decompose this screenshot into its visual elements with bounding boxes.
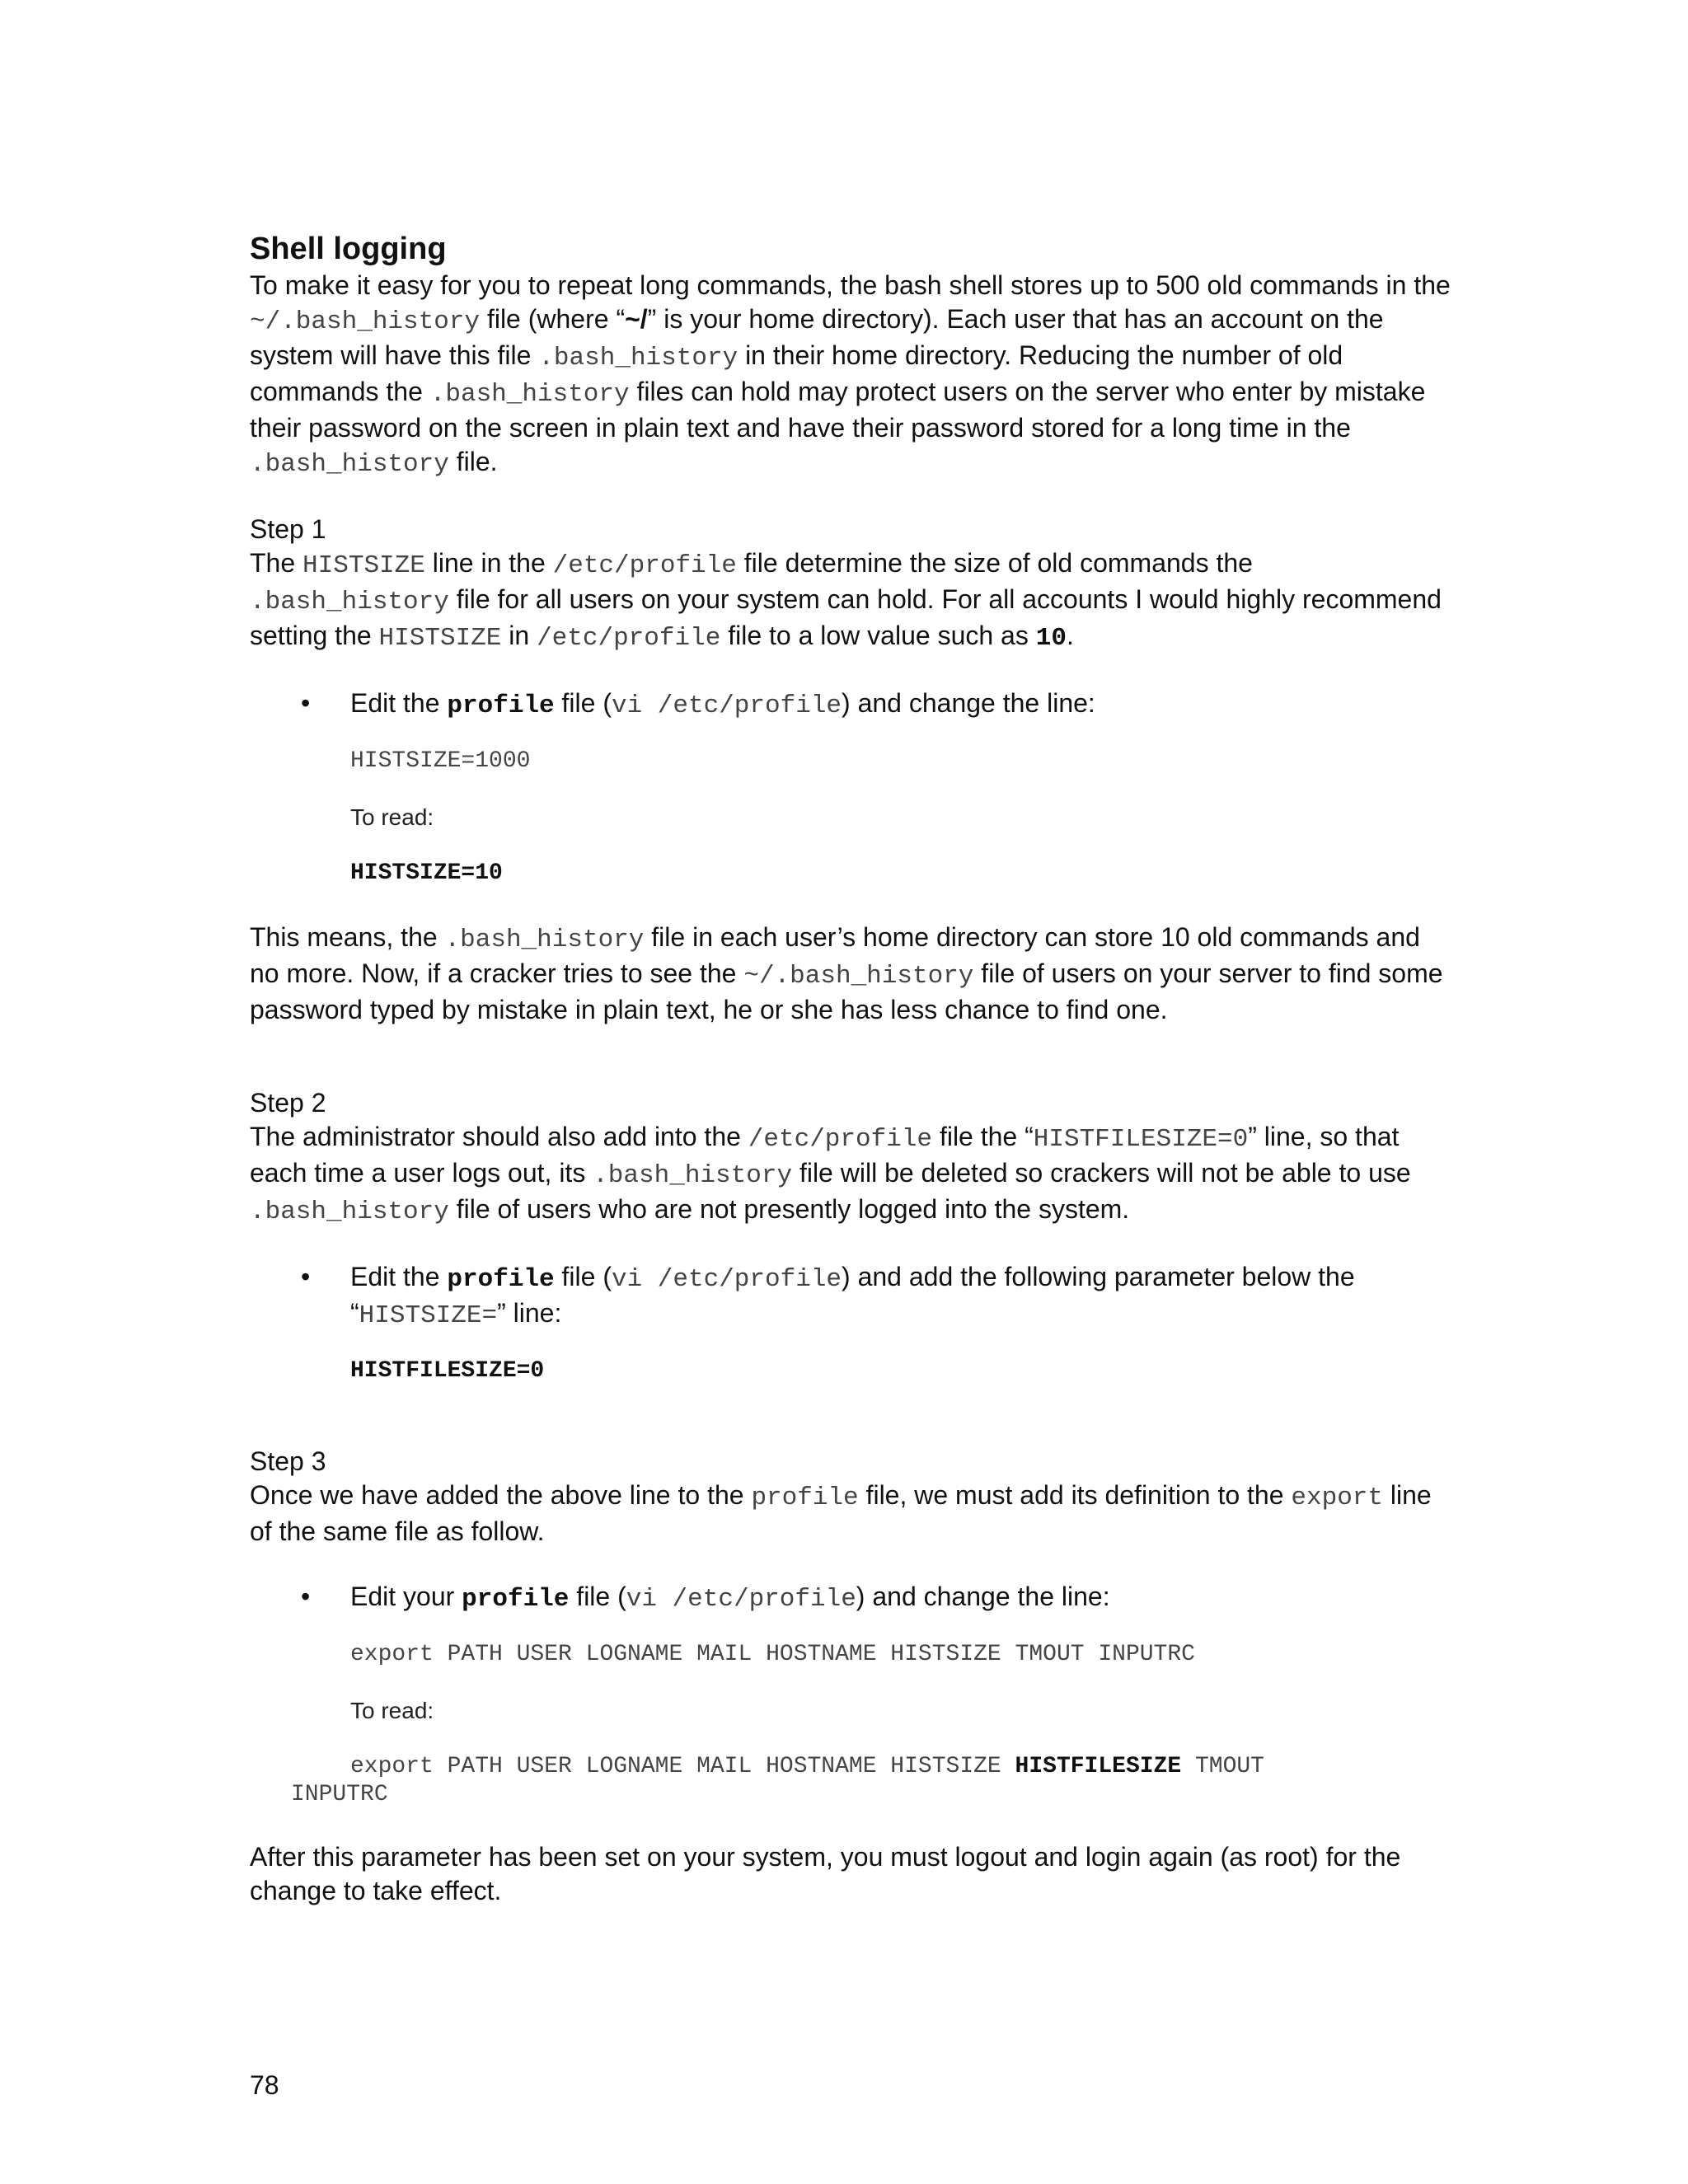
code-inline: .bash_history — [429, 380, 630, 409]
bullet-icon: • — [301, 1582, 311, 1611]
text: line of the same file as follow. — [250, 1480, 1432, 1546]
step2-paragraph — [250, 1120, 1453, 1229]
code-part: TMOUT — [1181, 1754, 1264, 1779]
to-read-label: To read: — [350, 804, 434, 830]
text: file in each user’s home directory can store 10 old commands and no more. Now, if a cracker tries to see the — [250, 922, 1420, 988]
spacer — [250, 481, 1453, 513]
code-inline: HISTSIZE= — [359, 1301, 498, 1330]
spacer — [250, 1616, 1453, 1641]
bullet-icon: • — [301, 688, 311, 718]
text: To make it easy for you to repeat long commands, the bash shell stores up to 500 old commands in the — [250, 270, 1451, 300]
code-inline: profile — [751, 1483, 859, 1512]
code-inline: HISTFILESIZE=0 — [1033, 1125, 1249, 1154]
spacer — [250, 1385, 1453, 1445]
code-inline: /etc/profile — [748, 1125, 933, 1154]
code-bold-inline: 10 — [1035, 624, 1067, 653]
step1-heading: Step 1 — [250, 514, 326, 544]
code-old-line: export PATH USER LOGNAME MAIL HOSTNAME HISTSIZE TMOUT INPUTRC — [350, 1642, 1195, 1667]
page-number: 78 — [250, 2070, 279, 2100]
step2-heading: Step 2 — [250, 1088, 326, 1118]
text: files can hold may protect users on the server who enter by mistake their password on the screen in plain text and have their password stored for a long time in the — [250, 377, 1426, 443]
code-inline: /etc/profile — [537, 624, 721, 653]
text: file ( — [554, 688, 612, 718]
code-line: HISTFILESIZE=0 — [350, 1358, 545, 1384]
text: file the “ — [932, 1122, 1034, 1151]
spacer — [250, 1669, 1453, 1697]
code-new-line-wrap: INPUTRC — [291, 1782, 388, 1807]
bullet-text — [350, 1260, 1453, 1333]
step3-bullet — [250, 1580, 1453, 1616]
code-inline: vi /etc/profile — [611, 691, 842, 720]
step3-paragraph — [250, 1479, 1453, 1549]
step3-heading: Step 3 — [250, 1446, 326, 1476]
code-inline: .bash_history — [250, 588, 449, 616]
spacer — [250, 888, 1453, 921]
code-inline: vi /etc/profile — [626, 1585, 856, 1614]
spacer — [250, 1725, 1453, 1753]
code-inline: .bash_history — [250, 1197, 449, 1226]
code-inline: vi /etc/profile — [611, 1265, 842, 1294]
text: file ( — [554, 1262, 612, 1291]
text: file ( — [569, 1582, 626, 1611]
code-inline: .bash_history — [250, 450, 449, 479]
code-new-line — [250, 1753, 1453, 1781]
code-bold-part: HISTFILESIZE — [1015, 1754, 1182, 1779]
code-new-line: HISTSIZE=10 — [350, 860, 503, 886]
spacer — [250, 776, 1453, 804]
code-inline: ~/.bash_history — [250, 307, 481, 336]
code-inline: export — [1291, 1483, 1384, 1512]
code-bold-inline: profile — [447, 1265, 555, 1294]
code-inline: HISTSIZE — [378, 624, 502, 653]
text: Edit the — [350, 1262, 448, 1291]
bullet-text — [350, 1580, 1453, 1616]
step1-after-paragraph — [250, 921, 1453, 1027]
code-old-line: HISTSIZE=1000 — [350, 748, 531, 774]
text: file determine the size of old commands the — [736, 548, 1253, 578]
text: The administrator should also add into the — [250, 1122, 748, 1151]
text: ) and add the following parameter below the “ — [350, 1262, 1355, 1328]
text: file, we must add its definition to the — [858, 1480, 1292, 1510]
spacer — [250, 832, 1453, 860]
text: ” line, so that each time a user logs out, its — [250, 1122, 1400, 1188]
text: ” line: — [497, 1298, 562, 1328]
text: ) and change the line: — [842, 688, 1095, 718]
code-bold-inline: profile — [462, 1585, 570, 1614]
code-part: export PATH USER LOGNAME MAIL HOSTNAME HISTSIZE — [350, 1754, 1015, 1779]
page-content — [250, 229, 1453, 1908]
text: . — [1066, 621, 1074, 650]
text: file for all users on your system can hold. For all accounts I would highly recommend setting the — [250, 584, 1442, 650]
bullet-text — [350, 687, 1453, 723]
code-bold-inline: profile — [447, 691, 555, 720]
bullet-icon: • — [301, 1262, 311, 1291]
text: file. — [448, 447, 498, 476]
to-read-label: To read: — [350, 1698, 434, 1723]
text: file of users who are not presently logged into the system. — [448, 1194, 1130, 1224]
text: in their home directory. Reducing the number of old commands the — [250, 340, 1343, 406]
spacer — [250, 655, 1453, 687]
text: file to a low value such as — [720, 621, 1036, 650]
text: The — [250, 548, 303, 578]
text: Edit your — [350, 1582, 462, 1611]
text: Once we have added the above line to the — [250, 1480, 752, 1510]
intro-paragraph — [250, 269, 1453, 481]
text: ” is your home directory). Each user that has an account on the system will have this file — [250, 304, 1384, 370]
text: This means, the — [250, 922, 445, 952]
text: file (where “ — [480, 304, 626, 334]
code-inline: /etc/profile — [552, 551, 737, 580]
text: line in the — [424, 548, 553, 578]
spacer — [250, 1809, 1453, 1840]
code-inline: .bash_history — [593, 1161, 793, 1190]
text: file will be deleted so crackers will not be able to use — [792, 1158, 1411, 1188]
closing-paragraph: After this parameter has been set on your system, you must logout and login again (as root) for the change to take effect. — [250, 1842, 1401, 1905]
spacer — [250, 1549, 1453, 1580]
section-title: Shell logging — [250, 232, 447, 266]
text: in — [501, 621, 537, 650]
step1-bullet — [250, 687, 1453, 723]
code-inline: HISTSIZE — [302, 551, 425, 580]
text: Edit the — [350, 688, 448, 718]
step1-paragraph — [250, 546, 1453, 655]
spacer — [250, 1229, 1453, 1260]
step2-bullet — [250, 1260, 1453, 1333]
text: ) and change the line: — [856, 1582, 1110, 1611]
code-inline: .bash_history — [538, 344, 738, 373]
spacer — [250, 1333, 1453, 1357]
spacer — [250, 1027, 1453, 1086]
text: file of users on your server to find some password typed by mistake in plain text, he or she has less chance to find one. — [250, 958, 1443, 1024]
code-inline: ~/.bash_history — [743, 962, 974, 991]
bold-text: ~/ — [625, 304, 648, 334]
spacer — [250, 723, 1453, 748]
code-inline: .bash_history — [444, 926, 645, 954]
